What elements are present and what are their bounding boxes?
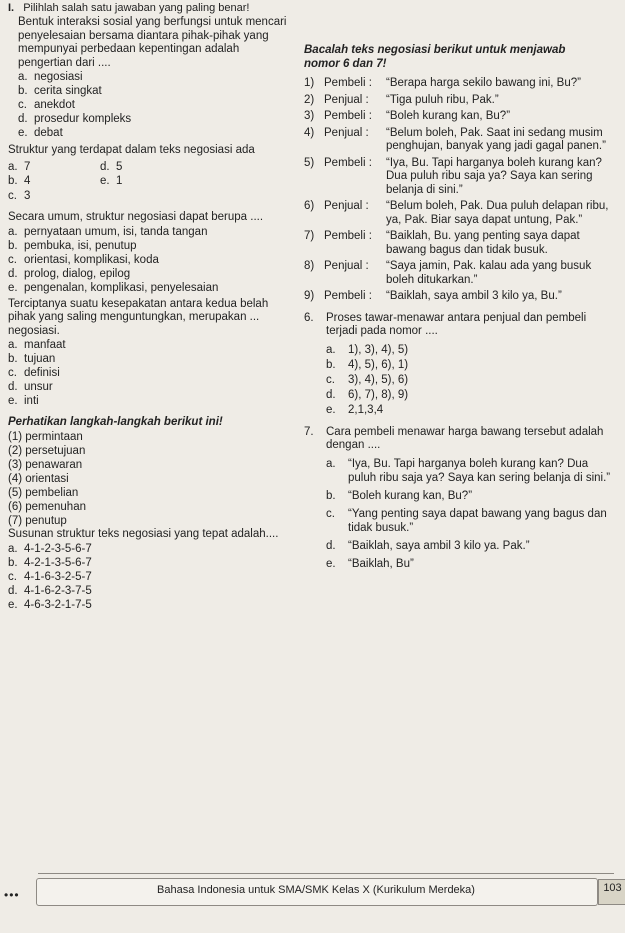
dialog-line: 2) Penjual : “Tiga puluh ribu, Pak.” <box>304 93 499 106</box>
q3-option-a[interactable]: a. pernyataan umum, isi, tanda tangan <box>8 225 208 238</box>
q4-option-b[interactable]: b. tujuan <box>8 353 56 365</box>
dialog-line: 5) Pembeli : “Iya, Bu. Tapi harganya boleh kurang kan? Dua puluh ribu saja ya? Saya kan sering belanja di sini.” <box>304 156 602 196</box>
q2-option-a[interactable]: a. 7 <box>8 160 31 173</box>
question-7-text: Cara pembeli menawar harga bawang tersebut adalah dengan .... <box>326 425 604 451</box>
step-item: (2) persetujuan <box>8 445 86 457</box>
question-5 <box>8 414 303 612</box>
dialog-title: Bacalah teks negosiasi berikut untuk menjawab nomor 6 dan 7! <box>304 44 566 70</box>
q2-option-e[interactable]: e. 1 <box>100 175 123 187</box>
question-3-text: Secara umum, struktur negosiasi dapat berupa .... <box>8 211 264 223</box>
dialog-line: 9) Pembeli : “Baiklah, saya ambil 3 kilo ya, Bu.” <box>304 290 562 302</box>
dialog-line: 8) Penjual : “Saya jamin, Pak. kalau ada yang busuk boleh ditukarkan.” <box>304 260 592 286</box>
q5-option-a[interactable]: a. 4-1-2-3-5-6-7 <box>8 542 92 555</box>
q2-option-c[interactable]: c. 3 <box>8 189 31 202</box>
page-number: 103 <box>598 879 625 905</box>
question-6-text: Proses tawar-menawar antara penjual dan pembeli terjadi pada nomor .... <box>326 311 587 337</box>
q7-option-c[interactable]: c. “Yang penting saya dapat bawang yang bagus dan tidak busuk.” <box>326 507 607 534</box>
question-5-text: Susunan struktur teks negosiasi yang tepat adalah.... <box>8 528 279 540</box>
q2-option-d[interactable]: d. 5 <box>100 160 123 173</box>
dialog-line: 4) Penjual : “Belum boleh, Pak. Saat ini sedang musim penghujan, banyak yang jadi gagal panen.” <box>304 126 606 152</box>
question-2 <box>8 144 303 203</box>
steps-title: Perhatikan langkah-langkah berikut ini! <box>8 416 223 428</box>
right-column <box>304 44 618 571</box>
question-4 <box>8 298 303 409</box>
left-column <box>8 16 303 612</box>
q6-option-e[interactable]: e. 2,1,3,4 <box>326 403 384 416</box>
dialog-line: 3) Pembeli : “Boleh kurang kan, Bu?” <box>304 110 511 122</box>
step-item: (6) pemenuhan <box>8 501 86 513</box>
q5-option-e[interactable]: e. 4-6-3-2-1-7-5 <box>8 598 92 611</box>
dialog-line: 1) Pembeli : “Berapa harga sekilo bawang ini, Bu?” <box>304 77 581 89</box>
q4-option-e[interactable]: e. inti <box>8 395 39 407</box>
instruction <box>8 2 249 14</box>
q5-option-b[interactable]: b. 4-2-1-3-5-6-7 <box>8 556 92 569</box>
q7-option-d[interactable]: d. “Baiklah, saya ambil 3 kilo ya. Pak.” <box>326 539 530 552</box>
step-item: (3) penawaran <box>8 459 83 471</box>
q2-option-b[interactable]: b. 4 <box>8 175 31 187</box>
q6-option-c[interactable]: c. 3), 4), 5), 6) <box>326 373 409 386</box>
q7-option-b[interactable]: b. “Boleh kurang kan, Bu?” <box>326 489 473 502</box>
q1-option-c[interactable]: c. anekdot <box>18 99 75 111</box>
step-item: (5) pembelian <box>8 487 79 499</box>
q4-option-d[interactable]: d. unsur <box>8 381 53 393</box>
q6-option-a[interactable]: a. 1), 3), 4), 5) <box>326 343 409 356</box>
q4-option-c[interactable]: c. definisi <box>8 367 60 379</box>
question-6: 6. Proses tawar-menawar antara penjual dan pembeli terjadi pada nomor .... a. 1), 3), 4), 5) b. 4), 5), 6), 1) c. 3), 4), 5), 6) d. 6), 7), 8), 9) e. 2,1,3,4 <box>304 312 618 418</box>
question-3 <box>8 211 303 295</box>
q5-option-c[interactable]: c. 4-1-6-3-2-5-7 <box>8 570 92 583</box>
dialog-line: 6) Penjual : “Belum boleh, Pak. Dua puluh delapan ribu, ya, Pak. Biar saya dapat untung, Pak.” <box>304 200 609 226</box>
dialog-line: 7) Pembeli : “Baiklah, Bu. yang penting saya dapat bawang bagus dan tidak busuk. <box>304 230 580 256</box>
q5-option-d[interactable]: d. 4-1-6-2-3-7-5 <box>8 584 92 597</box>
q1-option-b[interactable]: b. cerita singkat <box>18 85 102 97</box>
question-1 <box>8 16 303 140</box>
step-item: (1) permintaan <box>8 431 83 443</box>
dialog-text <box>304 77 618 304</box>
q3-option-e[interactable]: e. pengenalan, komplikasi, penyelesaian <box>8 281 219 294</box>
question-7: 7. Cara pembeli menawar harga bawang tersebut adalah dengan .... a. “Iya, Bu. Tapi harganya boleh kurang kan? Dua puluh ribu saja ya? Saya kan sering belanja di sini.” b. “Boleh kurang kan, Bu?” c. “Yang penting saya dapat bawang yang bagus dan tidak busuk.” d. “Baiklah, saya ambil 3 kilo ya. Pak.” e. “Baiklah, Bu” <box>304 426 618 571</box>
step-item: (7) penutup <box>8 515 67 527</box>
footer-dots: ••• <box>4 888 20 902</box>
q1-option-e[interactable]: e. debat <box>18 127 63 139</box>
section-mark: I. <box>8 2 15 14</box>
q1-option-d[interactable]: d. prosedur kompleks <box>18 113 132 125</box>
q7-option-a[interactable]: a. “Iya, Bu. Tapi harganya boleh kurang kan? Dua puluh ribu saja ya? Saya kan sering belanja di sini.” <box>326 457 611 484</box>
q6-option-d[interactable]: d. 6), 7), 8), 9) <box>326 388 409 401</box>
q3-option-d[interactable]: d. prolog, dialog, epilog <box>8 267 131 280</box>
q7-option-e[interactable]: e. “Baiklah, Bu” <box>326 557 414 570</box>
instruction-text: Pilihlah salah satu jawaban yang paling benar! <box>23 2 250 14</box>
question-4-text: Terciptanya suatu kesepakatan antara kedua belah pihak yang saling menguntungkan, merupakan ... negosiasi. <box>8 297 269 337</box>
q1-option-a[interactable]: a. negosiasi <box>18 71 83 83</box>
question-2-text: Struktur yang terdapat dalam teks negosiasi ada <box>8 144 255 156</box>
footer-divider <box>38 873 614 874</box>
q4-option-a[interactable]: a. manfaat <box>8 339 66 351</box>
q6-option-b[interactable]: b. 4), 5), 6), 1) <box>326 358 409 371</box>
q3-option-c[interactable]: c. orientasi, komplikasi, koda <box>8 253 159 266</box>
q3-option-b[interactable]: b. pembuka, isi, penutup <box>8 239 137 252</box>
footer-book-title: Bahasa Indonesia untuk SMA/SMK Kelas X (Kurikulum Merdeka) <box>157 884 475 896</box>
question-1-text: Bentuk interaksi sosial yang berfungsi untuk mencari penyelesaian bersama diantara pihak-pihak yang mempunyai perbedaan kepentingan adalah pengertian dari .... <box>18 16 287 69</box>
step-item: (4) orientasi <box>8 473 69 485</box>
